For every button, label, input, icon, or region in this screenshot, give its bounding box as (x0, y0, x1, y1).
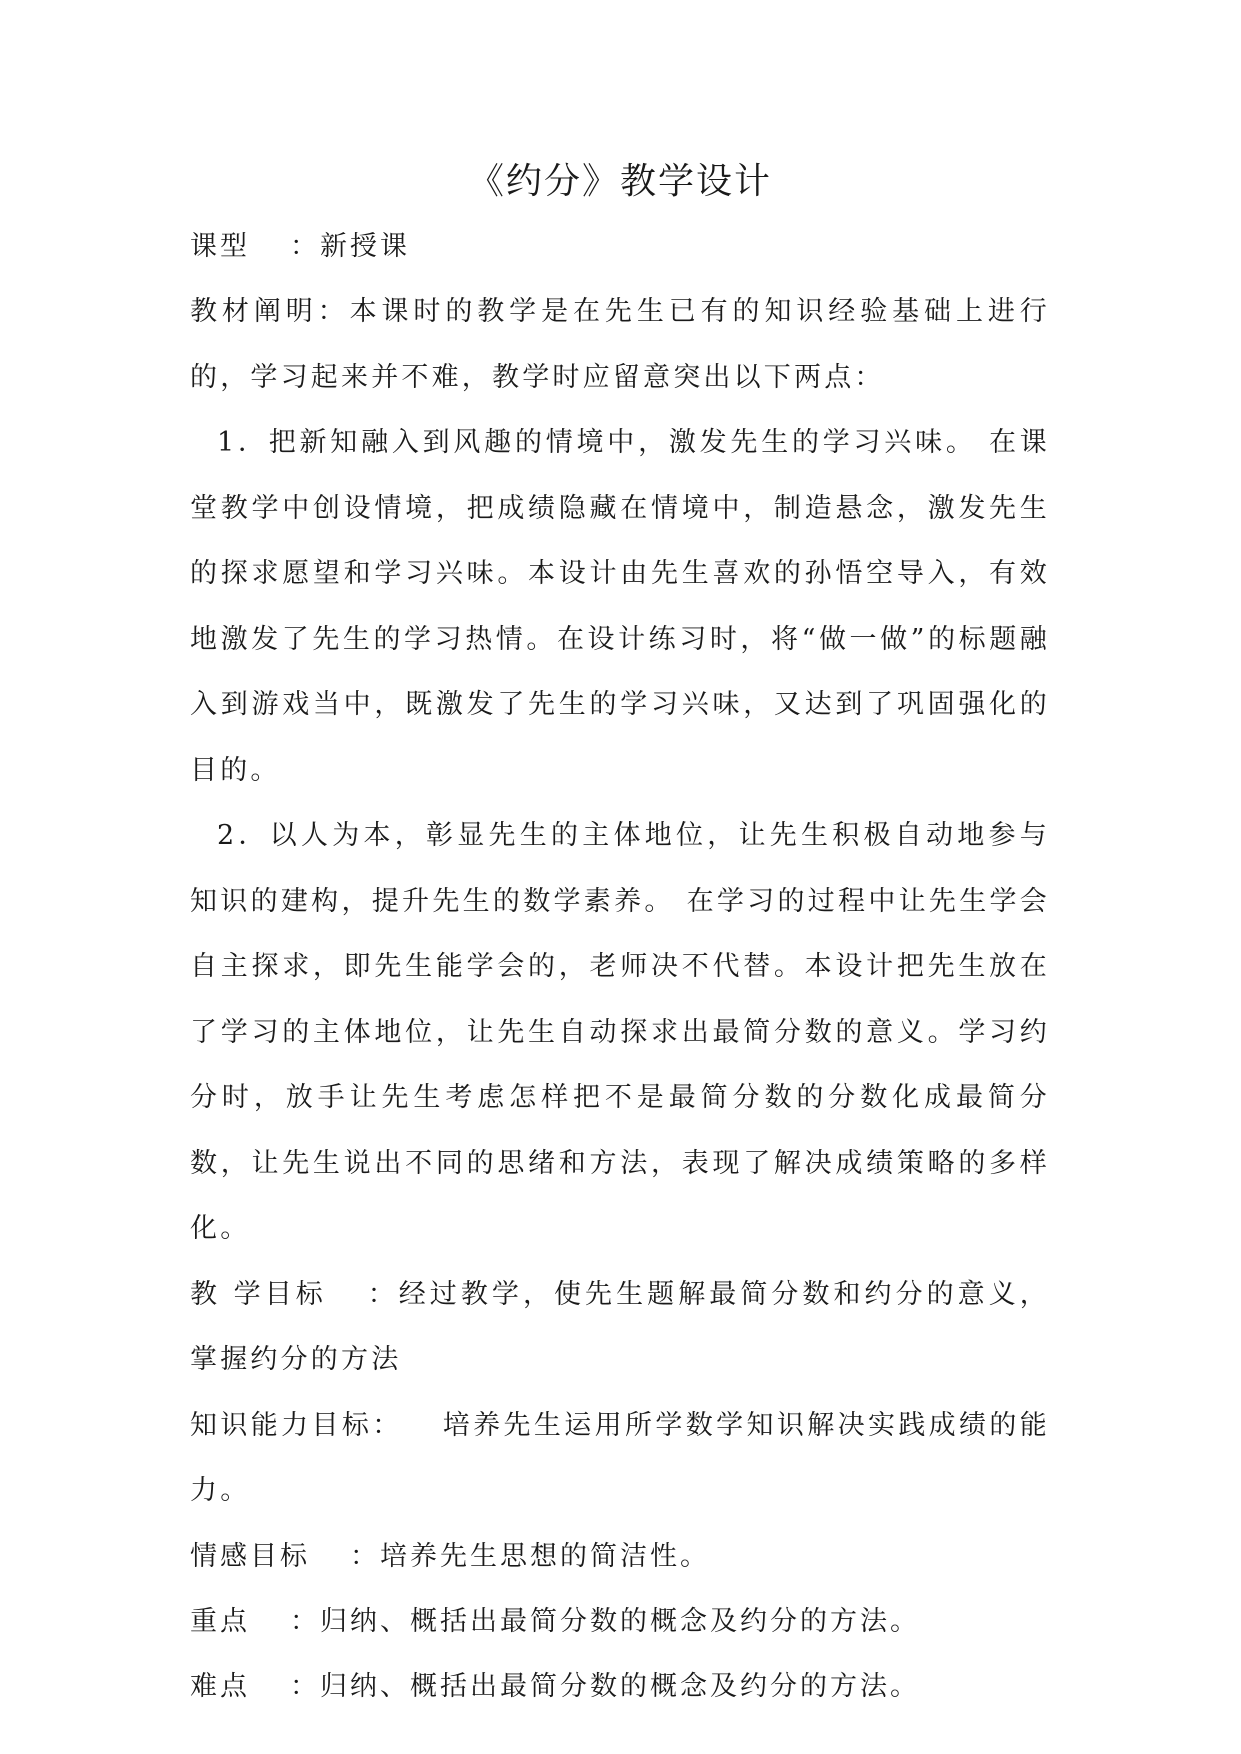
teaching-goal-paragraph (190, 1262, 1050, 1393)
course-type-line (190, 214, 1050, 279)
document-page (190, 150, 1050, 1719)
point-2-paragraph: 2．以人为本，彰显先生的主体地位，让先生积极自动地参与知识的建构，提升先生的数学素养。 在学习的过程中让先生学会自主探求，即先生能学会的，老师决不代替。本设计把先生放在了学习的主体地位，让先生自动探求出最简分数的意义。学习约分时，放手让先生考虑怎样把不是最简分数的分数化成最简分数，让先生说出不同的思绪和方法，表现了解决成绩策略的多样化。 (190, 820, 1050, 1244)
course-type-label: 课型 (190, 231, 250, 262)
point-1-paragraph: 1．把新知融入到风趣的情境中，激发先生的学习兴味。 在课堂教学中创设情境，把成绩隐藏在情境中，制造悬念，激发先生的探求愿望和学习兴味。本设计由先生喜欢的孙悟空导入，有效地激发了先生的学习热情。在设计练习时，将“做一做”的标题融入到游戏当中，既激发了先生的学习兴味，又达到了巩固强化的目的。 (190, 427, 1050, 786)
emotion-goal-line (190, 1524, 1050, 1589)
key-point-label: 重点 (190, 1605, 250, 1637)
knowledge-goal-text: 培养先生运用所学数学知识解决实践成绩的能力。 (190, 1409, 1050, 1506)
difficulty-label: 难点 (190, 1670, 250, 1702)
key-point-text: ：归纳、概括出最简分数的概念及约分的方法。 (290, 1605, 920, 1637)
teaching-goal-text: ：经过教学，使先生题解最简分数和约分的意义，掌握约分的方法 (190, 1278, 1050, 1375)
knowledge-goal-label: 知识能力目标： (190, 1409, 403, 1441)
material-paragraph (190, 279, 1050, 410)
key-point-line (190, 1589, 1050, 1654)
material-label: 教材阐明： (190, 296, 350, 327)
course-type-value: ：新授课 (290, 231, 410, 262)
emotion-goal-text: ：培养先生思想的简洁性。 (350, 1540, 710, 1572)
knowledge-goal-paragraph (190, 1393, 1050, 1524)
material-text: 本课时的教学是在先生已有的知识经验基础上进行的，学习起来并不难，教学时应留意突出以下两点： (190, 296, 1050, 393)
document-title: 《约分》教学设计 (467, 161, 772, 202)
difficulty-line (190, 1654, 1050, 1719)
emotion-goal-label: 情感目标 (190, 1540, 310, 1572)
difficulty-text: ：归纳、概括出最简分数的概念及约分的方法。 (290, 1670, 920, 1702)
teaching-goal-label: 教 学目标 (190, 1278, 327, 1310)
